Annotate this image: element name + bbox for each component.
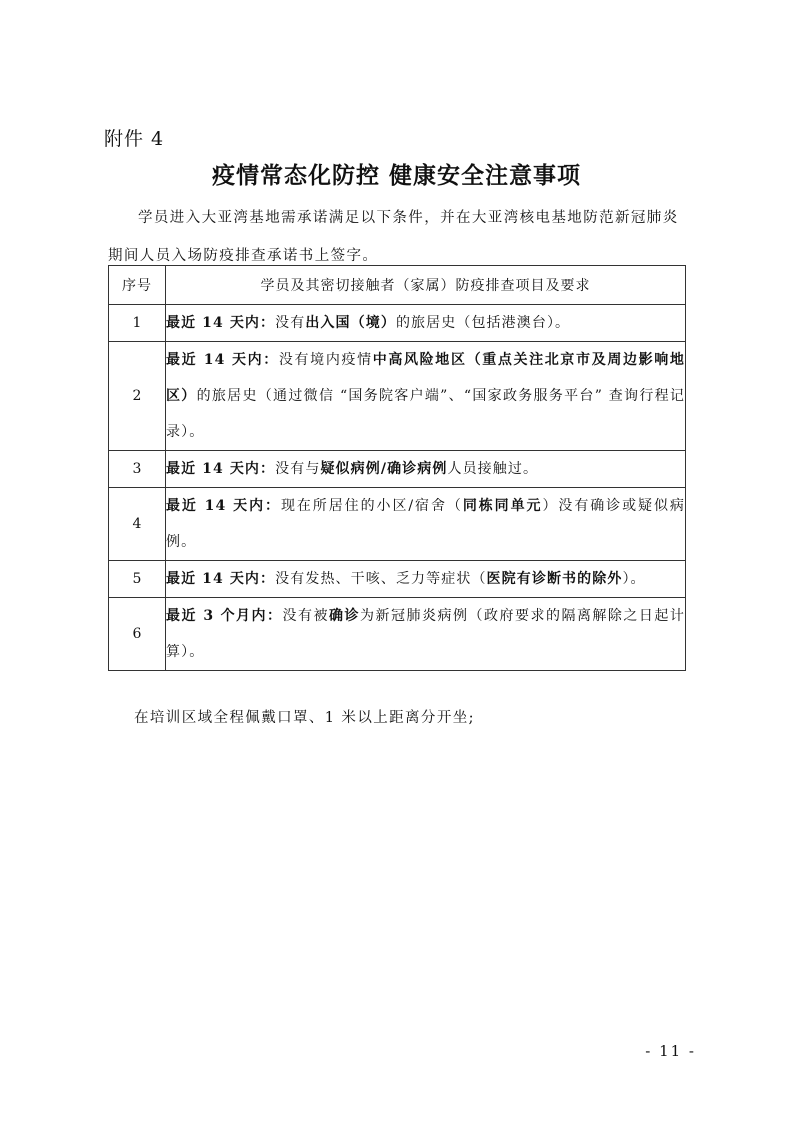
requirement-emphasis: 医院有诊断书的除外 [486,571,623,587]
requirement-text: 人员接触过。 [447,461,539,477]
row-requirement [166,561,686,598]
row-requirement [166,451,686,488]
table-row [109,342,686,451]
table-row [109,305,686,342]
row-number: 2 [109,342,166,451]
requirement-text: 的旅居史（通过微信 “国务院客户端”、“国家政务服务平台” 查询行程记录）。 [166,388,685,440]
table-header-row [109,266,686,305]
requirements-table-body [109,305,686,671]
row-number: 5 [109,561,166,598]
row-number: 4 [109,488,166,561]
requirement-emphasis: 出入国（境） [305,315,396,331]
requirement-emphasis: 中高风险地区（重点关注北京市及周边影响地区） [166,352,685,404]
annex-label: 附件 4 [104,128,165,150]
requirement-text: 没有 [275,315,306,331]
row-number: 3 [109,451,166,488]
table-row [109,451,686,488]
requirement-text: 的旅居史（包括港澳台）。 [395,315,571,331]
row-requirement [166,598,686,671]
requirement-emphasis: 最近 14 天内： [166,498,281,514]
row-number: 6 [109,598,166,671]
requirement-emphasis: 最近 14 天内： [166,352,279,368]
requirement-text: 没有与 [275,461,321,477]
requirements-table [108,265,686,671]
intro-paragraph: 学员进入大亚湾基地需承诺满足以下条件，并在大亚湾核电基地防范新冠肺炎期间人员入场防疫排查承诺书上签字。 [108,210,679,264]
row-requirement [166,342,686,451]
row-number: 1 [109,305,166,342]
row-requirement [166,488,686,561]
requirement-emphasis: 最近 14 天内： [166,315,276,331]
header-no: 序号 [109,266,166,305]
table-row [109,598,686,671]
footnote-text: 在培训区域全程佩戴口罩、1 米以上距离分开坐; [134,710,475,726]
header-content: 学员及其密切接触者（家属）防疫排查项目及要求 [166,266,686,305]
requirement-emphasis: 最近 14 天内： [166,571,276,587]
requirement-text: 没有被 [282,608,330,624]
page-number: - 11 - [645,1042,696,1060]
requirement-text: 现在所居住的小区/宿舍（ [280,498,463,514]
requirement-text: ）没有确诊或疑似病例。 [166,498,686,550]
requirement-text: ）。 [622,571,646,587]
requirement-text: 没有发热、干咳、乏力等症状（ [275,571,487,587]
requirement-emphasis: 同栋同单元 [462,498,543,514]
table-row [109,488,686,561]
requirement-emphasis: 确诊 [329,608,361,624]
document-title: 疫情常态化防控 健康安全注意事项 [211,162,581,189]
requirement-text: 没有境内疫情 [278,352,373,368]
table-row [109,561,686,598]
row-requirement [166,305,686,342]
requirement-emphasis: 疑似病例/确诊病例 [320,461,448,477]
requirement-emphasis: 最近 14 天内： [166,461,276,477]
requirement-emphasis: 最近 3 个月内： [166,608,283,624]
requirement-text: 为新冠肺炎病例（政府要求的隔离解除之日起计算）。 [166,608,685,660]
